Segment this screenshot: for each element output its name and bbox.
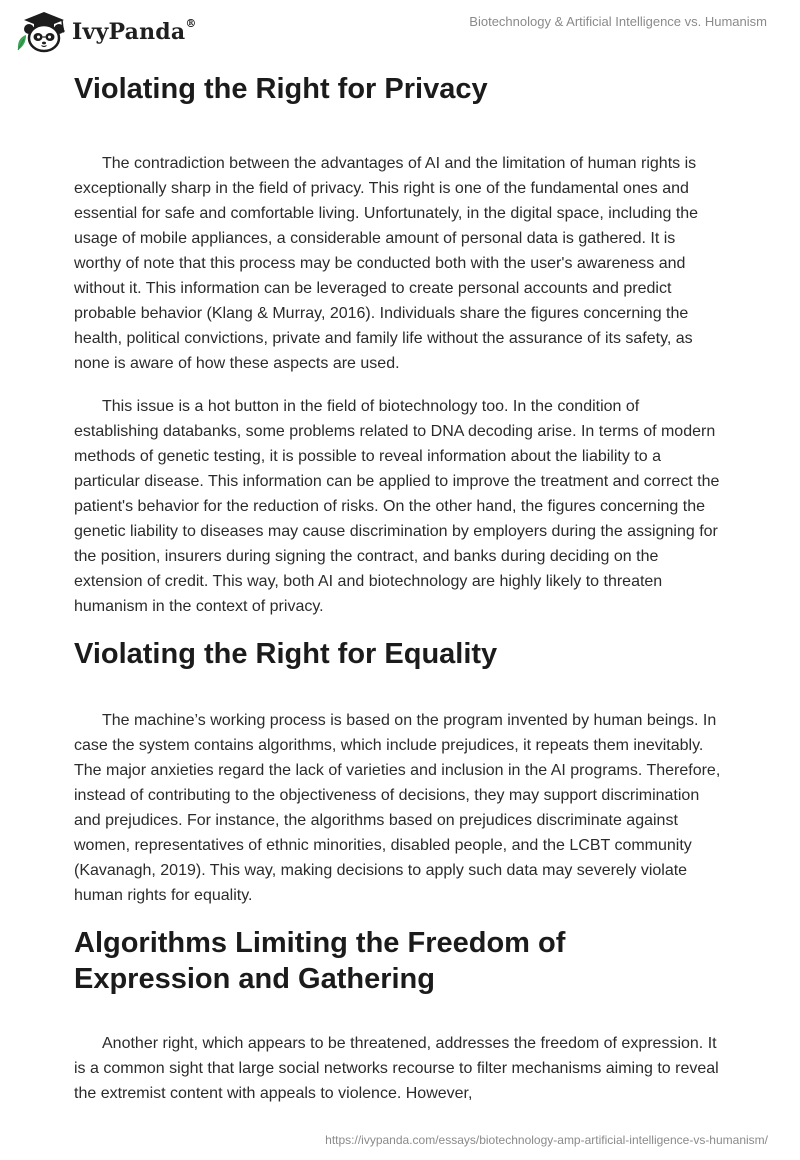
- section-heading-equality: Violating the Right for Equality: [74, 638, 498, 670]
- section-heading-freedom-of-expression: Algorithms Limiting the Freedom of Expression and Gathering: [74, 927, 566, 995]
- paragraph-freedom-1: Another right, which appears to be threatened, addresses the freedom of expression. It is a common sight that large social networks recourse to filter mechanisms aiming to reveal the extremist content with appeals to violence. However,: [74, 1035, 719, 1102]
- page-header: [0, 0, 800, 60]
- logo-text: IvyPanda®: [72, 17, 197, 45]
- paragraph-privacy-2: This issue is a hot button in the field of biotechnology too. In the condition of establishing databanks, some problems related to DNA decoding arise. In terms of modern methods of genetic testing, it is possible to reveal information about the liability to a particular disease. This information can be applied to improve the treatment and correct the patient's behavior for the reduction of risks. On the other hand, the figures concerning the genetic liability to diseases may cause discrimination by employers during the assigning for the position, insurers during signing the contract, and banks during deciding on the extension of credit. This way, both AI and biotechnology are highly likely to threaten humanism in the context of privacy.: [74, 398, 720, 615]
- document-title: Biotechnology & Artificial Intelligence vs. Humanism: [469, 14, 767, 29]
- source-url[interactable]: https://ivypanda.com/essays/biotechnology-amp-artificial-intelligence-vs-humanism/: [325, 1133, 768, 1147]
- panda-graduate-icon: [12, 8, 70, 54]
- ivypanda-logo[interactable]: [12, 8, 197, 54]
- section-heading-privacy: Violating the Right for Privacy: [74, 73, 488, 105]
- essay-content: [74, 66, 724, 1106]
- paragraph-privacy-1: The contradiction between the advantages of AI and the limitation of human rights is exceptionally sharp in the field of privacy. This right is one of the fundamental ones and essential for safe and comfortable living. Unfortunately, in the digital space, including the usage of mobile appliances, a considerable amount of personal data is gathered. It is worthy of note that this process may be conducted both with the user's awareness and without it. This information can be leveraged to create personal accounts and predict probable behavior (Klang & Murray, 2016). Individuals share the figures concerning the health, political convictions, private and family life without the assurance of its safety, as none is aware of how these aspects are used.: [74, 155, 699, 372]
- paragraph-equality-1: The machine’s working process is based on the program invented by human beings. In case the system contains algorithms, which include prejudices, it repeats them inevitably. The major anxieties regard the lack of varieties and inclusion in the AI programs. Therefore, instead of contributing to the objectiveness of decisions, they may support discrimination and prejudices. For instance, the algorithms based on prejudices discriminate against women, representatives of ethnic minorities, disabled people, and the LCBT community (Kavanagh, 2019). This way, making decisions to apply such data may severely violate human rights for equality.: [74, 712, 721, 904]
- registered-mark: ®: [185, 17, 197, 30]
